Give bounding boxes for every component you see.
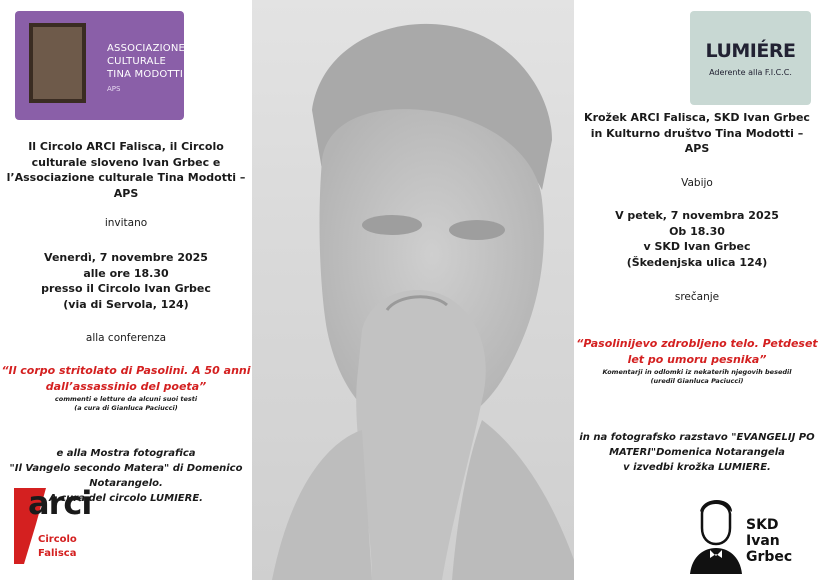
arci-logo: [10, 484, 130, 574]
tina-modotti-logo: [15, 11, 184, 120]
right-when: V petek, 7 novembra 2025 Ob 18.30 v SKD Ivan Grbec (Škedenjska ulica 124): [615, 209, 779, 269]
lumiere-logo: [690, 11, 811, 105]
left-organizers: Il Circolo ARCI Falisca, il Circolo culturale sloveno Ivan Grbec e l’Associazione culturale Tina Modotti – APS: [6, 140, 246, 200]
portrait-photo: [252, 0, 574, 580]
right-meeting-label: srečanje: [674, 291, 720, 303]
arci-circolo: Circolo: [38, 534, 77, 545]
left-conference-label: alla conferenza: [85, 332, 167, 344]
lumiere-wordmark: LUMIÉRE: [705, 40, 796, 62]
left-title: “Il corpo stritolato di Pasolini. A 50 anni dall’assassinio del poeta”: [1, 364, 251, 393]
arci-wordmark: arci: [28, 484, 92, 522]
logo-aps: APS: [107, 85, 121, 93]
right-invite: Vabijo: [681, 177, 713, 189]
portrait-frame-icon: [29, 23, 86, 103]
logo-text: ASSOCIAZIONE CULTURALE TINA MODOTTI: [107, 43, 186, 80]
arci-falisca: Falisca: [38, 548, 77, 559]
right-exhibition: in na fotografsko razstavo "EVANGELIJ PO MATERI"Domenica Notarangela v izvedbi krožka LUMIERE.: [579, 432, 815, 473]
portrait-illustration: [252, 0, 574, 580]
left-when: Venerdì, 7 novembre 2025 alle ore 18.30 presso il Circolo Ivan Grbec (via di Servola, 124): [41, 251, 211, 311]
lumiere-subtitle: Aderente alla F.I.C.C.: [709, 68, 792, 77]
skd-ivan-grbec-logo: [688, 494, 814, 574]
left-invite: invitano: [104, 217, 148, 229]
left-exhibition: e alla Mostra fotografica "Il Vangelo secondo Matera" di Domenico Notarangelo. A cura del circolo LUMIERE.: [9, 448, 243, 504]
man-silhouette-icon: [688, 494, 744, 574]
right-subtitle: Komentarji in odlomki iz nekaterih njegovih besedil (uredil Gianluca Paciucci): [602, 368, 792, 385]
left-subtitle: commenti e letture da alcuni suoi testi (a cura di Gianluca Paciucci): [54, 395, 198, 412]
right-organizers: Krožek ARCI Falisca, SKD Ivan Grbec in Kulturno društvo Tina Modotti – APS: [584, 111, 810, 155]
right-title: “Pasolinijevo zdrobljeno telo. Petdeset let po umoru pesnika”: [576, 337, 818, 366]
skd-text: SKD Ivan Grbec: [746, 517, 793, 565]
